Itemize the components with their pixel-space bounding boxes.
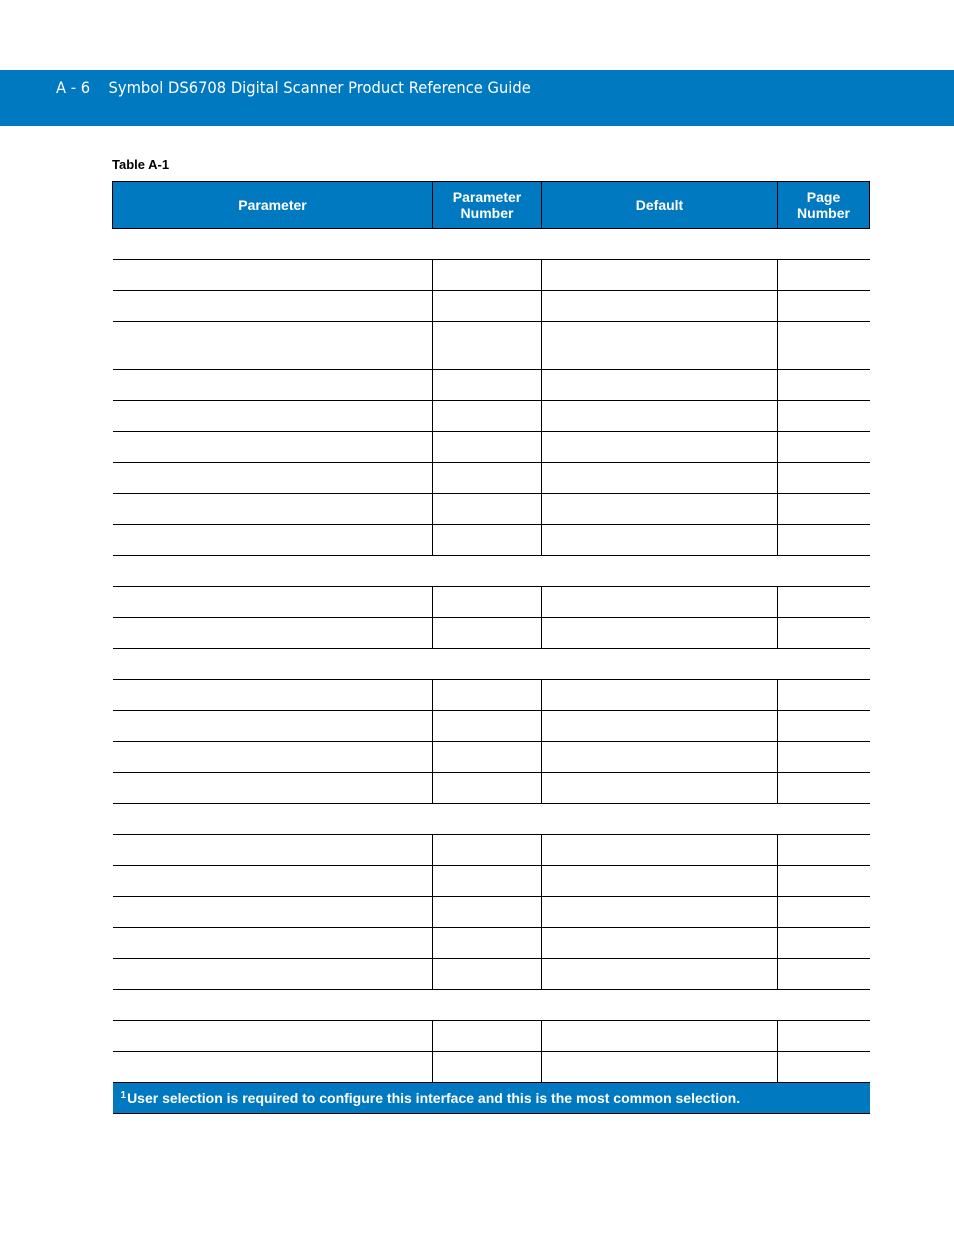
section-row	[113, 229, 870, 260]
column-header-parameter-number: Parameter Number	[433, 182, 542, 229]
table-row	[113, 291, 870, 322]
table-row	[113, 463, 870, 494]
column-header-parameter: Parameter	[113, 182, 433, 229]
table-footnote-row	[113, 1083, 870, 1114]
table-row	[113, 370, 870, 401]
table-row	[113, 866, 870, 897]
section-row	[113, 804, 870, 835]
table-row	[113, 928, 870, 959]
table-row	[113, 680, 870, 711]
footnote-text: User selection is required to configure this interface and this is the most common selection.	[127, 1090, 741, 1106]
table-row	[113, 587, 870, 618]
table-row	[113, 260, 870, 291]
table-row	[113, 322, 870, 370]
table-footnote	[113, 1083, 870, 1114]
column-header-default: Default	[542, 182, 778, 229]
section-row	[113, 990, 870, 1021]
guide-title: Symbol DS6708 Digital Scanner Product Reference Guide	[108, 78, 531, 97]
section-row	[113, 649, 870, 680]
section-row	[113, 556, 870, 587]
table-row	[113, 773, 870, 804]
table-row	[113, 1052, 870, 1083]
parameter-defaults-table	[112, 181, 870, 1114]
column-header-page-number: Page Number	[778, 182, 870, 229]
table-row	[113, 897, 870, 928]
table-row	[113, 742, 870, 773]
page-label: A - 6	[56, 78, 91, 97]
table-row	[113, 835, 870, 866]
table-row	[113, 525, 870, 556]
table-row	[113, 401, 870, 432]
table-row	[113, 432, 870, 463]
table-row	[113, 494, 870, 525]
table-row	[113, 1021, 870, 1052]
table-header-row	[113, 182, 870, 229]
footnote-marker: 1	[120, 1090, 127, 1101]
table-caption: Table A-1	[112, 157, 170, 172]
table-row	[113, 959, 870, 990]
table-row	[113, 711, 870, 742]
table-row	[113, 618, 870, 649]
page-header	[56, 78, 531, 97]
